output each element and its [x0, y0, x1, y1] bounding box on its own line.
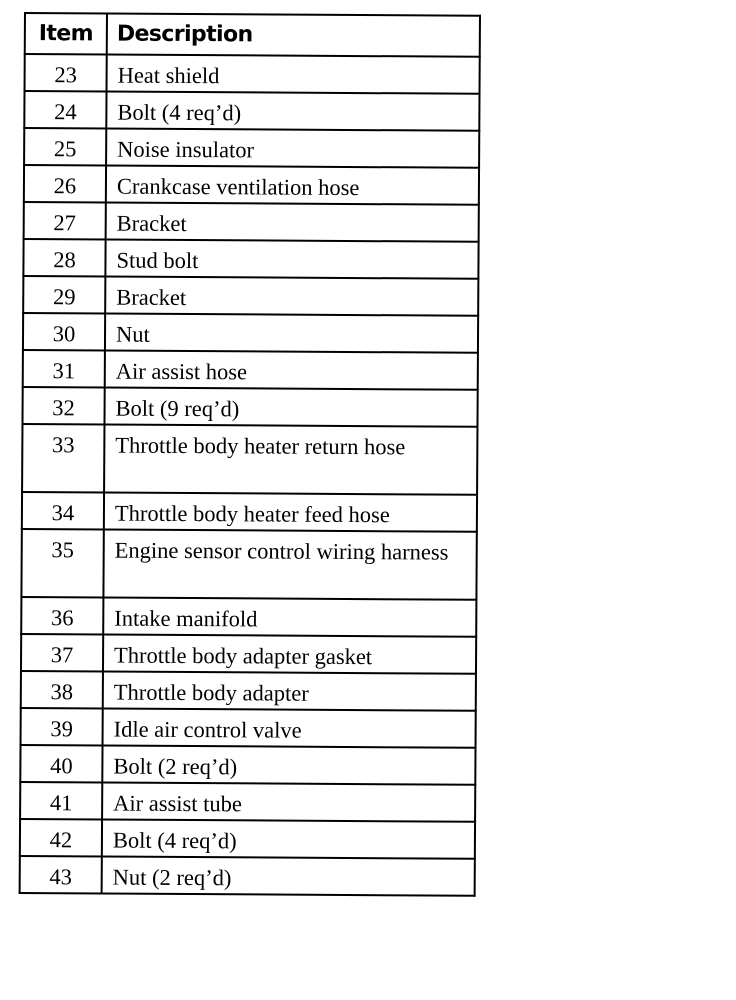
- table-row: [20, 745, 475, 785]
- header-row: [25, 13, 480, 57]
- table-row: [22, 492, 477, 532]
- table-row: [23, 350, 478, 390]
- item-number: 31: [23, 350, 105, 388]
- item-number: 28: [23, 239, 105, 277]
- item-description: Bolt (2 req’d): [102, 745, 475, 784]
- table-row: [22, 387, 477, 427]
- item-description: Bolt (9 req’d): [104, 388, 477, 427]
- table-row: [20, 856, 475, 896]
- table-row: [24, 202, 479, 242]
- item-description: Bolt (4 req’d): [102, 819, 475, 858]
- item-number: 35: [21, 529, 103, 597]
- item-description: Throttle body adapter: [103, 671, 476, 710]
- table-row: [21, 671, 476, 711]
- item-description: Noise insulator: [106, 129, 479, 168]
- item-number: 39: [21, 708, 103, 746]
- item-number: 38: [21, 671, 103, 709]
- table-row: [20, 819, 475, 859]
- item-description: Intake manifold: [103, 597, 476, 636]
- item-number: 40: [20, 745, 102, 783]
- table-row: [23, 239, 478, 279]
- item-description: Throttle body adapter gasket: [103, 634, 476, 673]
- description-column-header: Description: [107, 14, 480, 57]
- item-number: 27: [24, 202, 106, 240]
- item-description: Nut (2 req’d): [102, 856, 475, 895]
- table-body: [20, 54, 480, 896]
- item-number: 34: [22, 492, 104, 530]
- item-number: 32: [22, 387, 104, 425]
- item-number: 37: [21, 634, 103, 672]
- item-number: 43: [20, 856, 102, 894]
- item-description: Throttle body heater return hose: [104, 424, 477, 494]
- table-row: [24, 91, 479, 131]
- item-description: Air assist hose: [105, 351, 478, 390]
- table-row: [23, 276, 478, 316]
- item-description: Bracket: [105, 277, 478, 316]
- item-description: Idle air control valve: [103, 708, 476, 747]
- item-description: Air assist tube: [102, 782, 475, 821]
- table-row: [21, 634, 476, 674]
- table-row: [20, 782, 475, 822]
- item-description: Crankcase ventilation hose: [106, 166, 479, 205]
- item-number: 26: [24, 165, 106, 203]
- item-number: 42: [20, 819, 102, 857]
- item-description: Heat shield: [107, 55, 480, 94]
- item-number: 41: [20, 782, 102, 820]
- table-row: [21, 708, 476, 748]
- table-row: [23, 313, 478, 353]
- item-column-header: Item: [25, 13, 107, 55]
- item-description: Stud bolt: [105, 240, 478, 279]
- item-description: Throttle body heater feed hose: [104, 492, 477, 531]
- item-number: 33: [22, 424, 104, 492]
- item-description: Nut: [105, 314, 478, 353]
- item-number: 23: [25, 54, 107, 92]
- table-row: [25, 54, 480, 94]
- item-number: 25: [24, 128, 106, 166]
- item-description: Bolt (4 req’d): [106, 92, 479, 131]
- item-number: 24: [24, 91, 106, 129]
- item-number: 36: [21, 597, 103, 635]
- table-row: [21, 529, 476, 600]
- table-row: [22, 424, 477, 495]
- table-row: [21, 597, 476, 637]
- table-header: [25, 13, 480, 57]
- item-number: 30: [23, 313, 105, 351]
- item-description: Bracket: [106, 203, 479, 242]
- table-row: [24, 128, 479, 168]
- parts-table: [19, 12, 481, 897]
- item-description: Engine sensor control wiring harness: [103, 529, 476, 599]
- item-number: 29: [23, 276, 105, 314]
- table-row: [24, 165, 479, 205]
